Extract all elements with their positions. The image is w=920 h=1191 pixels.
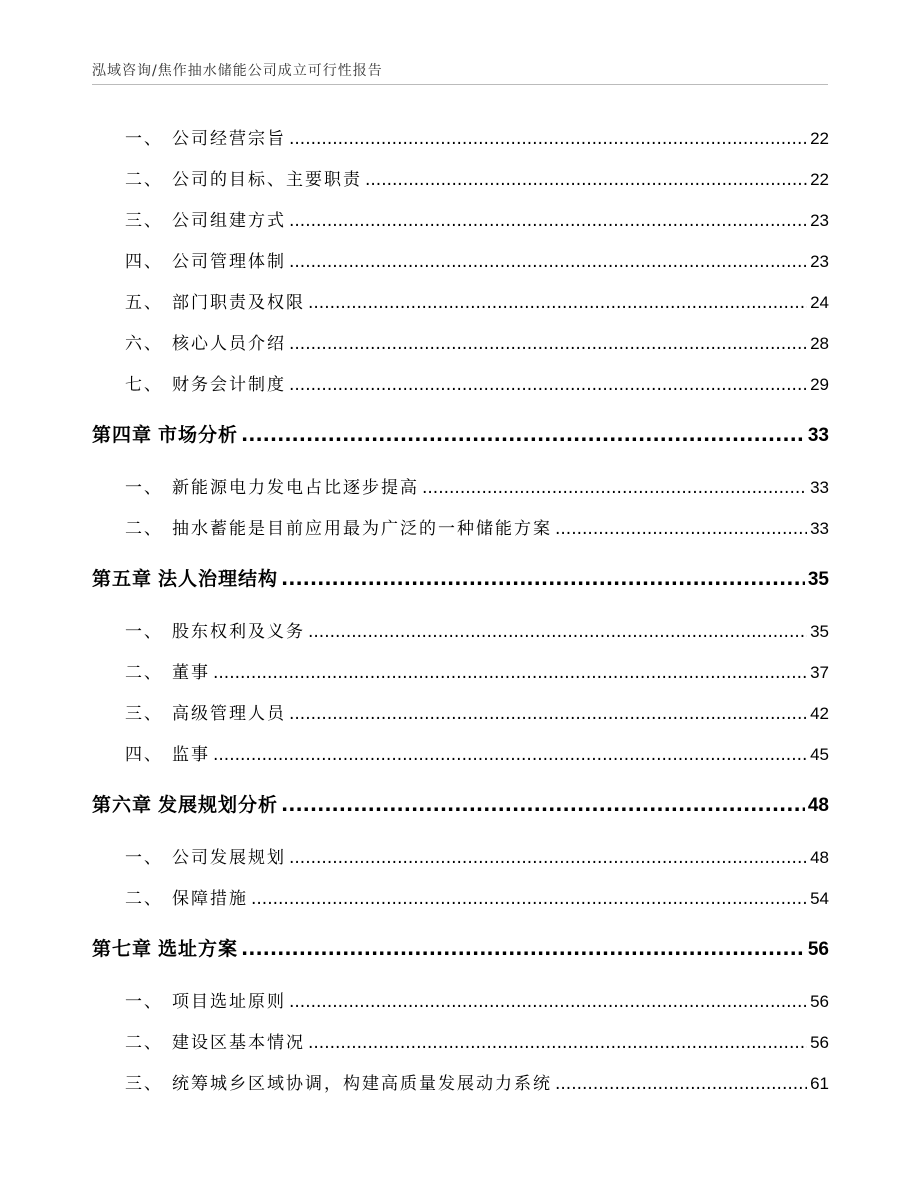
toc-dot-leader [308,622,807,642]
toc-dot-leader [308,1033,807,1053]
toc-entry-number: 七、 [125,375,163,395]
toc-entry-page: 37 [810,663,829,682]
toc-dot-leader [289,252,807,272]
toc-entry[interactable] [125,165,829,190]
toc-entry-title: 董事 [172,663,210,683]
toc-entry[interactable] [125,699,829,724]
toc-chapter-number: 第七章 [92,938,153,960]
toc-entry-number: 四、 [125,745,163,765]
toc-dot-leader [555,1074,807,1094]
toc-entry[interactable] [125,247,829,272]
running-header: 泓域咨询/焦作抽水储能公司成立可行性报告 [92,63,383,79]
toc-entry-number: 二、 [125,889,163,909]
toc-entry-title: 财务会计制度 [172,375,286,395]
toc-entry-page: 23 [810,211,829,230]
toc-entry[interactable] [125,514,829,539]
toc-entry-page: 33 [810,478,829,497]
toc-entry-number: 一、 [125,478,163,498]
toc-entry-page: 61 [810,1074,829,1093]
toc-entry[interactable] [125,370,829,395]
toc-dot-leader [241,938,805,960]
toc-entry-title: 建设区基本情况 [172,1033,305,1053]
toc-entry-page: 45 [810,745,829,764]
toc-entry-number: 三、 [125,1074,163,1094]
toc-dot-leader [289,129,807,149]
toc-entry-page: 28 [810,334,829,353]
toc-chapter-page: 48 [807,795,829,816]
toc-entry-page: 33 [810,519,829,538]
toc-chapter-page: 33 [807,425,829,446]
toc-entry-title: 公司的目标、主要职责 [172,170,362,190]
toc-entry[interactable] [125,884,829,909]
toc-dot-leader [289,334,807,354]
toc-dot-leader [281,568,805,590]
toc-entry-title: 统筹城乡区域协调，构建高质量发展动力系统 [172,1074,552,1094]
toc-dot-leader [365,170,807,190]
toc-chapter-number: 第六章 [92,794,153,816]
toc-entry-number: 二、 [125,170,163,190]
toc-entry-title: 公司组建方式 [172,211,286,231]
toc-entry-number: 五、 [125,293,163,313]
toc-entry[interactable] [125,740,829,765]
toc-entry[interactable] [125,473,829,498]
toc-chapter-title: 法人治理结构 [158,568,279,590]
toc-dot-leader [308,293,807,313]
toc-dot-leader [422,478,807,498]
toc-entry-page: 24 [810,293,829,312]
toc-chapter-title: 发展规划分析 [158,794,279,816]
toc-entry-page: 42 [810,704,829,723]
toc-chapter[interactable] [92,420,829,447]
toc-entry-number: 二、 [125,663,163,683]
toc-chapter[interactable] [92,564,829,591]
toc-chapter[interactable] [92,934,829,961]
toc-entry-title: 公司发展规划 [172,848,286,868]
toc-chapter-title: 选址方案 [158,938,239,960]
toc-dot-leader [213,745,807,765]
toc-entry[interactable] [125,658,829,683]
toc-entry-number: 一、 [125,992,163,1012]
toc-dot-leader [289,375,807,395]
toc-entry-number: 四、 [125,252,163,272]
toc-dot-leader [213,663,807,683]
toc-entry-page: 54 [810,889,829,908]
toc-entry-number: 一、 [125,129,163,149]
toc-entry-title: 高级管理人员 [172,704,286,724]
toc-entry-number: 三、 [125,211,163,231]
toc-entry-number: 三、 [125,704,163,724]
toc-entry[interactable] [125,1069,829,1094]
toc-dot-leader [289,211,807,231]
toc-chapter[interactable] [92,790,829,817]
toc-entry[interactable] [125,843,829,868]
toc-dot-leader [281,794,805,816]
toc-entry[interactable] [125,1028,829,1053]
toc-dot-leader [289,848,807,868]
toc-chapter-page: 35 [807,569,829,590]
toc-entry-title: 抽水蓄能是目前应用最为广泛的一种储能方案 [172,519,552,539]
toc-dot-leader [251,889,807,909]
toc-entry-title: 新能源电力发电占比逐步提高 [172,478,419,498]
toc-entry-title: 公司管理体制 [172,252,286,272]
toc-entry-number: 一、 [125,622,163,642]
toc-entry-title: 监事 [172,745,210,765]
toc-entry-page: 35 [810,622,829,641]
toc-chapter-title: 市场分析 [158,424,239,446]
toc-dot-leader [289,992,807,1012]
toc-entry[interactable] [125,124,829,149]
toc-entry-page: 23 [810,252,829,271]
toc-entry[interactable] [125,288,829,313]
toc-entry-number: 二、 [125,1033,163,1053]
toc-entry-page: 48 [810,848,829,867]
toc-entry-title: 核心人员介绍 [172,334,286,354]
toc-entry[interactable] [125,987,829,1012]
toc-dot-leader [241,424,805,446]
toc-entry-page: 29 [810,375,829,394]
toc-entry-page: 56 [810,1033,829,1052]
toc-entry-page: 22 [810,170,829,189]
toc-entry-title: 公司经营宗旨 [172,129,286,149]
toc-entry-number: 二、 [125,519,163,539]
toc-entry[interactable] [125,206,829,231]
toc-dot-leader [289,704,807,724]
toc-entry-number: 六、 [125,334,163,354]
toc-entry-title: 项目选址原则 [172,992,286,1012]
toc-chapter-page: 56 [807,939,829,960]
toc-chapter-number: 第四章 [92,424,153,446]
toc-entry[interactable] [125,617,829,642]
toc-entry-page: 22 [810,129,829,148]
toc-chapter-number: 第五章 [92,568,153,590]
toc-entry-title: 保障措施 [172,889,248,909]
toc-entry-title: 部门职责及权限 [172,293,305,313]
toc-entry-title: 股东权利及义务 [172,622,305,642]
toc-entry-page: 56 [810,992,829,1011]
toc-entry[interactable] [125,329,829,354]
toc-dot-leader [555,519,807,539]
toc-entry-number: 一、 [125,848,163,868]
